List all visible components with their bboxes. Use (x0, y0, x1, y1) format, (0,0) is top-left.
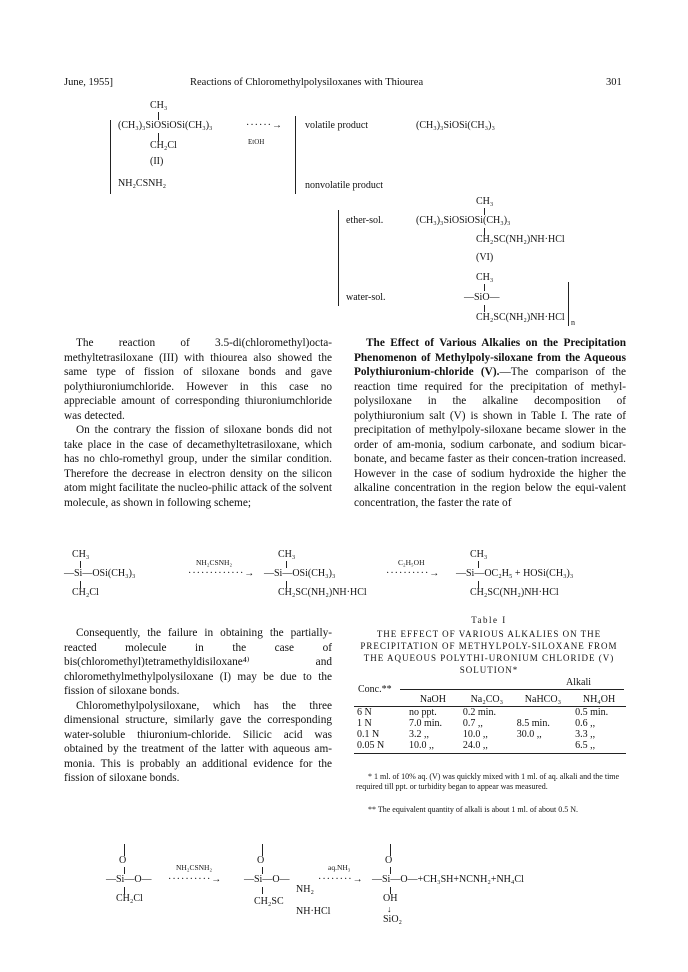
ether-ch3: CH₃ (476, 196, 494, 207)
volatile-label: volatile product (305, 120, 369, 131)
scheme2-arrow-2: ··········→ (386, 568, 441, 579)
scheme3-b-nh2: NH₂ (296, 884, 314, 895)
scheme3-reagent-2: aq.NH₃ (328, 863, 351, 872)
paragraph: —The comparison of the reaction time required for the precipitation of methyl-polysiloxane in the alkaline decomposition of polythiuronium salt (V) is shown in Table I. The rate of precipitation of methylpoly-siloxane became slower in the order of am-monia, sodium carbonate, and sodium bicar-bonate, and became faster as their concen-tration increased. However in the case of sodium hydroxide the higher the alkaline concentration in the region below the equi-valent concentration, the faster the rate of (354, 366, 626, 509)
ether-formula: (CH₃)₃SiOSiOSi(CH₃)₃ (416, 215, 511, 226)
cell: 10.0 ,, (462, 729, 488, 740)
cell: 24.0 ,, (462, 740, 488, 751)
bond (158, 112, 159, 120)
nonvolatile-label: nonvolatile product (305, 180, 384, 191)
cell (514, 740, 572, 751)
brace-products (295, 116, 296, 194)
cell: 3.3 ,, (575, 729, 596, 740)
section-heading: The Effect of Various Alkalies on the Precipitation Phenomenon of Methylpoly-siloxane from the Aqueous Polythiuronium-chloride (V). (354, 337, 626, 378)
cell: 0.7 ,, (462, 718, 483, 729)
scheme3-arrow-1: ··········→ (168, 874, 223, 885)
scheme3-b-sub: CH₂SC (254, 896, 284, 907)
paragraph: Consequently, the failure in obtaining the partially-reacted molecule in the case of bis(chloromethyl)tetramethyldisiloxane⁴⁾ and chloromethylmethylpolysiloxane (I) may be due to the fission of siloxane bonds. (64, 627, 332, 697)
scheme2-c-ch3: CH₃ (470, 549, 488, 560)
scheme1-reactant: (CH₃)₃SiOSiOSi(CH₃)₃ (118, 120, 213, 131)
cell: 0.1 N (357, 729, 380, 740)
left-column-text-2 (64, 626, 332, 786)
brace-solubility (338, 210, 339, 306)
scheme1-compound-number: (II) (150, 156, 164, 167)
ether-label: ether-sol. (346, 215, 384, 226)
cell: 6 N (357, 707, 372, 718)
water-substituent: CH₂SC(NH₂)NH·HCl (476, 312, 565, 323)
water-label: water-sol. (346, 292, 386, 303)
page-number: 301 (606, 77, 622, 88)
table-group-header: Alkali (566, 677, 591, 688)
running-header-date: June, 1955] (64, 77, 113, 88)
cell: 1 N (357, 718, 372, 729)
cell: 0.2 min. (462, 707, 496, 718)
scheme2-a-main: —Si—OSi(CH₃)₃ (64, 568, 136, 579)
cell: no ppt. (409, 707, 437, 718)
bond (478, 561, 479, 568)
table-row (354, 718, 626, 729)
scheme1-solvent: EtOH (248, 138, 265, 146)
polymer-bracket (568, 282, 569, 326)
ether-substituent: CH₂SC(NH₂)NH·HCl (476, 234, 565, 245)
scheme2-b-ch3: CH₃ (278, 549, 296, 560)
scheme2-a-ch3: CH₃ (72, 549, 90, 560)
col-header: NH₄OH (582, 694, 616, 705)
left-column-text-1 (64, 336, 332, 510)
col-header: NaHCO₃ (524, 694, 562, 705)
bond (484, 284, 485, 291)
right-column-text-1 (354, 336, 626, 510)
scheme3-o2: O (257, 855, 265, 866)
scheme1-reagent: NH₂CSNH₂ (118, 178, 167, 189)
bond (484, 305, 485, 312)
scheme2-a-sub: CH₂Cl (72, 587, 99, 598)
table-body (354, 694, 626, 754)
scheme3-c-sio2: SiO₂ (383, 914, 403, 925)
scheme2-reagent-1: NH₂CSNH₂ (196, 558, 233, 567)
water-ch3: CH₃ (476, 272, 494, 283)
bond (390, 867, 391, 874)
table-row (354, 729, 626, 740)
scheme2-c-main: —Si—OC₂H₅ + HOSi(CH₃)₃ (456, 568, 574, 579)
scheme3-o1: O (119, 855, 127, 866)
table-rule (400, 689, 624, 690)
scheme1-arrow: ······→ (246, 120, 283, 131)
bond (80, 561, 81, 568)
scheme2-c-sub: CH₂SC(NH₂)NH·HCl (470, 587, 559, 598)
water-formula: —SiO— (464, 292, 500, 303)
cell: 8.5 min. (516, 718, 550, 729)
table-row (354, 707, 626, 718)
table-label: Table I (471, 615, 507, 625)
scheme1-ch3: CH₃ (150, 100, 168, 111)
down-arrow-icon: ↓ (387, 904, 392, 914)
water-subscript-n: n (571, 318, 575, 327)
ether-compound-number: (VI) (476, 252, 494, 263)
brace-left (110, 120, 111, 194)
bond (262, 887, 263, 894)
scheme3-a-sub: CH₂Cl (116, 893, 143, 904)
bond (286, 561, 287, 568)
col-header: NaOH (419, 694, 446, 705)
scheme3-b-nh: NH·HCl (296, 906, 331, 917)
bond (484, 208, 485, 215)
volatile-formula: (CH₃)₃SiOSi(CH₃)₃ (416, 120, 495, 131)
cell: 7.0 min. (409, 718, 443, 729)
scheme3-reagent-1: NH₂CSNH₂ (176, 863, 213, 872)
scheme3-arrow-2: ········→ (318, 874, 364, 885)
scheme2-arrow-1: ·············→ (188, 568, 256, 579)
table-footnote-2: ** The equivalent quantity of alkali is about 1 ml. of about 0.5 N. (368, 805, 579, 814)
table-footnote-1: * 1 ml. of 10% aq. (V) was quickly mixed with 1 ml. of aq. alkali and the time required till ppt. or turbidity began to appear was measured. (356, 772, 620, 791)
paragraph: On the contrary the fission of siloxane bonds did not take place in the case of decamethyltetrasiloxane, which has no chlo-romethyl group, under the similar condition. Therefore the decrease in electron density on the silicon atom might facilitate the nucleo-philic attack of the solvent molecule, as shown in following scheme; (64, 424, 332, 509)
table-conc-header: Conc.** (358, 684, 392, 695)
cell: 0.6 ,, (575, 718, 596, 729)
scheme2-b-sub: CH₂SC(NH₂)NH·HCl (278, 587, 367, 598)
scheme2-b-main: —Si—OSi(CH₃)₃ (264, 568, 336, 579)
running-header-title: Reactions of Chloromethylpolysiloxanes with Thiourea (190, 77, 424, 88)
bond (262, 867, 263, 874)
cell: 0.5 min. (575, 707, 609, 718)
scheme3-b-main: —Si—O— (244, 874, 290, 885)
scheme3-o3: O (385, 855, 393, 866)
cell: 3.2 ,, (409, 729, 429, 740)
bond (124, 867, 125, 874)
paragraph: The reaction of 3.5-di(chloromethyl)octa-methyltetrasiloxane (III) with thiourea also showed the same type of fission of siloxane bonds and gave polythiuroniumchloride. However in this case no appreciable amount of corresponding thiuroniumchloride was detected. (64, 337, 332, 422)
scheme3-c-main: —Si—O—+CH₃SH+NCNH₂+NH₄Cl (372, 874, 524, 885)
cell: 30.0 ,, (516, 729, 542, 740)
scheme1-ch2cl: CH₂Cl (150, 140, 177, 151)
scheme3-c-oh: OH (383, 893, 398, 904)
scheme3-a-main: —Si—O— (106, 874, 152, 885)
table-row (354, 740, 626, 751)
table-caption: THE EFFECT OF VARIOUS ALKALIES ON THE PRECIPITATION OF METHYLPOLY-SILOXANE FROM THE AQUEOUS POLYTHI-URONIUM CHLORIDE (V) SOLUTION* (360, 629, 618, 675)
paragraph: Chloromethylpolysiloxane, which has the three dimensional structure, similarly gave the corresponding water-soluble thiuronium-chloride. Silicic acid was obtained by the treatment of the latter with aqueous am-monia. This is probably an additional evidence for the fission of siloxane bonds. (64, 699, 332, 784)
scheme2-reagent-2: C₂H₅OH (398, 558, 425, 567)
cell: 0.05 N (357, 740, 385, 751)
col-header: Na₂CO₃ (470, 694, 504, 705)
cell: 10.0 ,, (409, 740, 434, 751)
table-header-row (354, 694, 626, 705)
cell (514, 707, 572, 718)
cell: 6.5 ,, (575, 740, 596, 751)
